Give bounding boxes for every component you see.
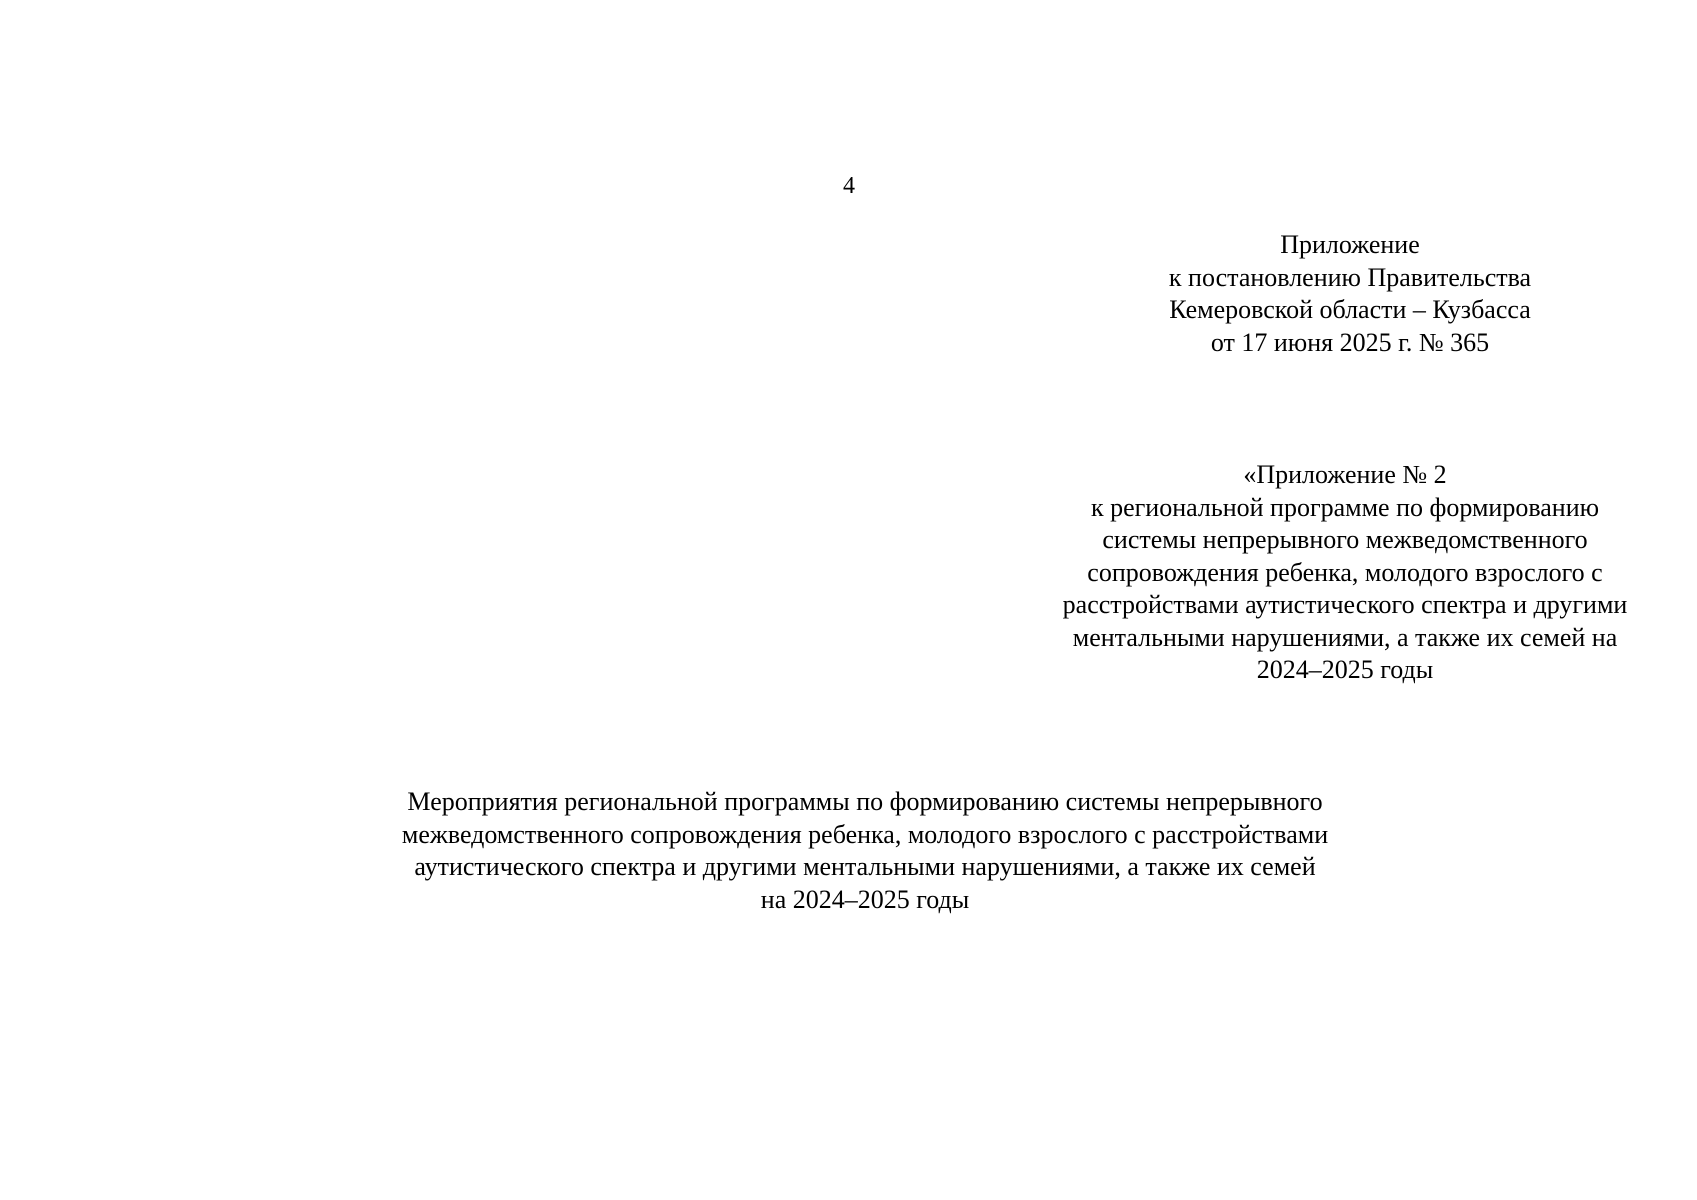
title-line: на 2024–2025 годы — [760, 884, 970, 914]
appendix-line: 2024–2025 годы — [1256, 655, 1434, 684]
appendix-line: «Приложение № 2 — [1243, 460, 1447, 489]
page-number: 4 — [843, 173, 855, 199]
appendix-line: сопровождения ребенка, молодого взрослого с — [1087, 557, 1603, 587]
document-title — [285, 786, 1445, 916]
appendix-line: к региональной программе по формированию — [1090, 492, 1600, 522]
title-line: Мероприятия региональной программы по формированию системы непрерывного — [407, 787, 1323, 816]
approval-line: от 17 июня 2025 г. № 365 — [1210, 327, 1490, 357]
title-line: аутистического спектра и другими ментальными нарушениями, а также их семей — [414, 852, 1316, 881]
title-line: межведомственного сопровождения ребенка, молодого взрослого с расстройствами — [401, 819, 1329, 849]
approval-line: Кемеровской области – Кузбасса — [1169, 295, 1531, 324]
appendix-header — [1000, 459, 1690, 687]
appendix-line: системы непрерывного межведомственного — [1102, 525, 1588, 554]
approval-line: к постановлению Правительства — [1168, 262, 1532, 292]
appendix-line: расстройствами аутистического спектра и другими — [1062, 590, 1628, 619]
appendix-line: ментальными нарушениями, а также их семей на — [1072, 622, 1618, 652]
approval-line: Приложение — [1280, 230, 1420, 259]
approval-header — [1090, 229, 1610, 359]
